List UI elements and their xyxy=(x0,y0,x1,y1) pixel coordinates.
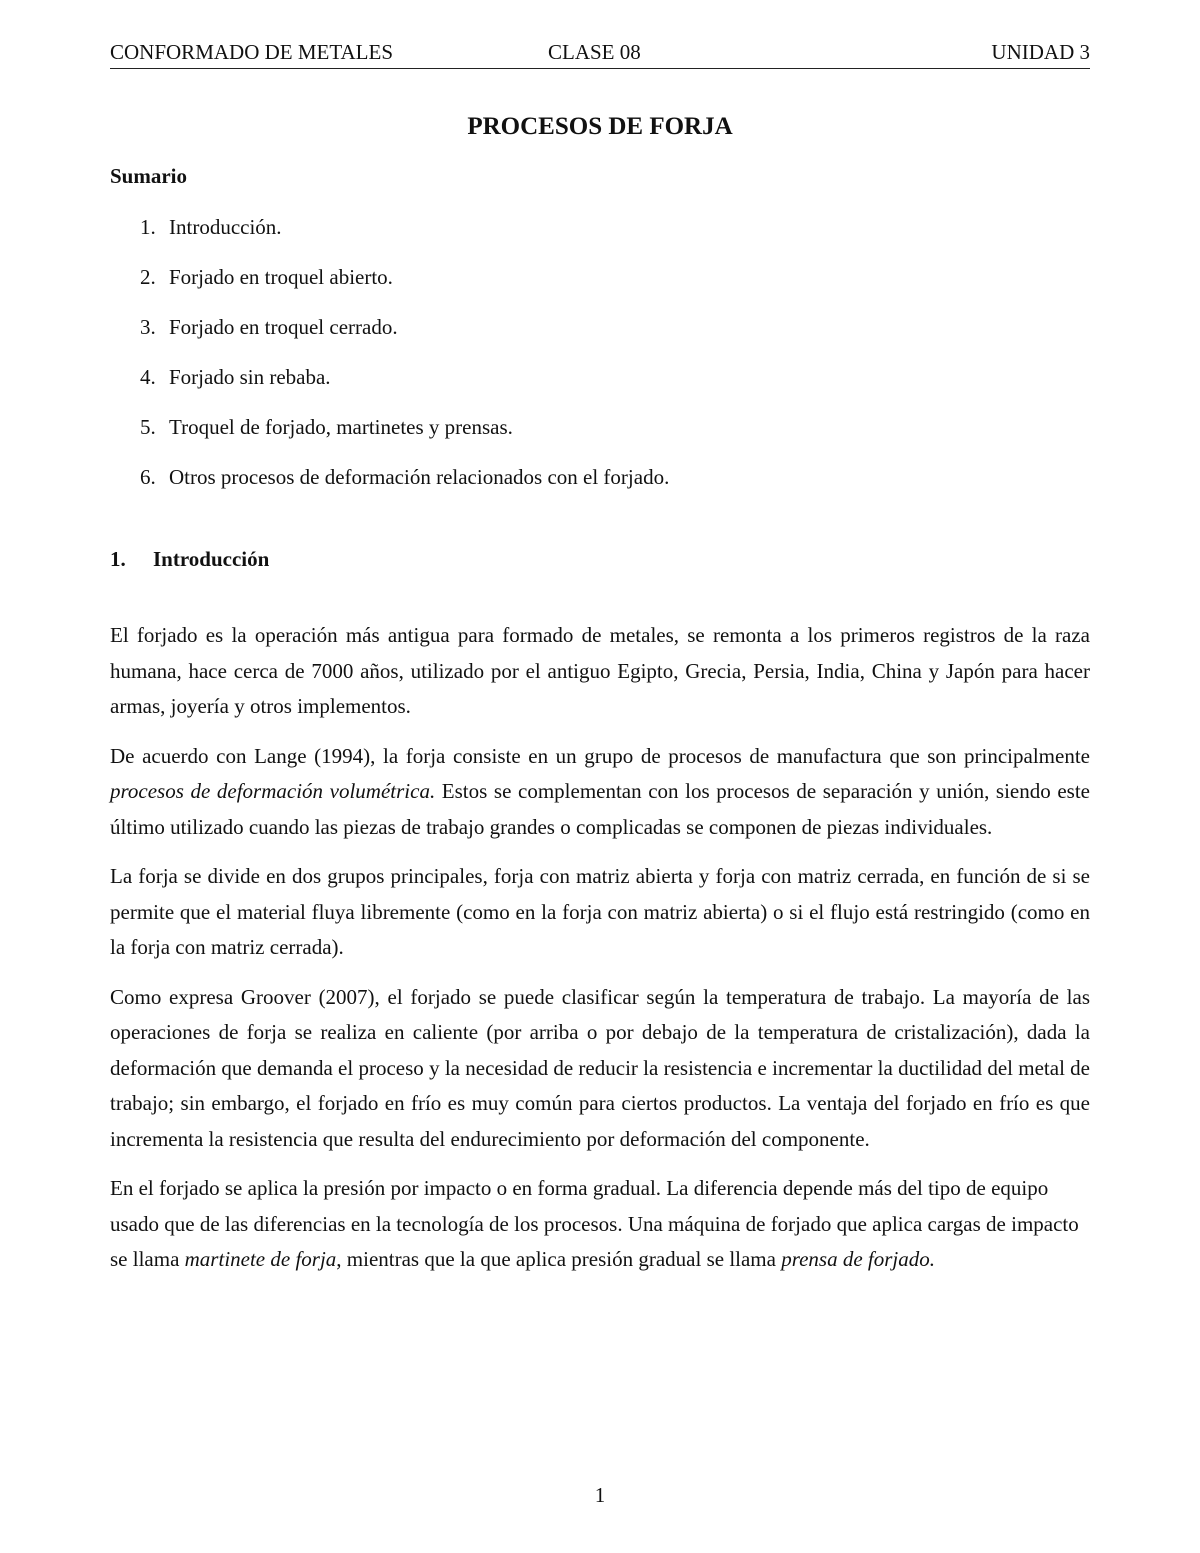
paragraph: El forjado es la operación más antigua para formado de metales, se remonta a los primeros registros de la raza humana, hace cerca de 7000 años, utilizado por el antiguo Egipto, Grecia, Persia, India, China y Japón para hacer armas, joyería y otros implementos. xyxy=(110,623,1090,718)
paragraph: Como expresa Groover (2007), el forjado se puede clasificar según la temperatura de trabajo. La mayoría de las operaciones de forja se realiza en caliente (por arriba o por debajo de la temperatura de cristalización), dada la deformación que demanda el proceso y la necesidad de reducir la resistencia e incrementar la ductilidad del metal de trabajo; sin embargo, el forjado en frío es muy común para ciertos productos. La ventaja del forjado en frío es que incrementa la resistencia que resulta del endurecimiento por deformación del componente. xyxy=(110,984,1090,1151)
summary-item-number: 5. xyxy=(140,415,156,439)
summary-item xyxy=(140,312,669,362)
section-body xyxy=(110,618,1090,1292)
page-header xyxy=(110,38,1090,69)
summary-item xyxy=(140,262,669,312)
summary-item xyxy=(140,362,669,412)
page-number: 1 xyxy=(594,1483,606,1507)
paragraph-text: Estos se complementan con los procesos de separación y unión, siendo este último utilizado cuando las piezas de trabajo grandes o complicadas se componen de piezas individuales. xyxy=(110,779,1090,839)
paragraph-text: De acuerdo con Lange (1994), la forja consiste en un grupo de procesos de manufactura que son principalmente xyxy=(110,743,1090,768)
paragraph-text: En el forjado se aplica la presión por impacto o en forma gradual. La diferencia depende más del tipo de equipo usado que de las diferencias en la tecnología de los procesos. Una máquina de forjado que aplica cargas de impacto se llama xyxy=(110,1176,1079,1271)
summary-item-number: 6. xyxy=(140,465,156,489)
summary-item-text: Forjado sin rebaba. xyxy=(169,365,331,389)
summary-item-text: Forjado en troquel cerrado. xyxy=(169,315,398,339)
summary-item xyxy=(140,412,669,462)
header-unit: UNIDAD 3 xyxy=(991,40,1090,64)
section-heading xyxy=(110,544,269,574)
emphasis-text: procesos de deformación volumétrica. xyxy=(110,779,436,803)
summary-item-text: Introducción. xyxy=(169,215,282,239)
summary-heading: Sumario xyxy=(110,164,188,188)
emphasis-text: prensa de forjado. xyxy=(781,1247,936,1271)
summary-item-number: 4. xyxy=(140,365,156,389)
summary-item-text: Forjado en troquel abierto. xyxy=(169,265,393,289)
summary-item-number: 1. xyxy=(140,215,156,239)
summary-item-number: 2. xyxy=(140,265,156,289)
section-number: 1. xyxy=(110,547,126,571)
summary-item-text: Troquel de forjado, martinetes y prensas. xyxy=(169,415,513,439)
summary-item-number: 3. xyxy=(140,315,156,339)
paragraph-text: , mientras que la que aplica presión gradual se llama xyxy=(336,1247,782,1271)
header-course: CONFORMADO DE METALES xyxy=(110,40,393,64)
summary-item xyxy=(140,462,669,512)
summary-item-text: Otros procesos de deformación relacionados con el forjado. xyxy=(169,465,670,489)
paragraph xyxy=(110,1171,1090,1278)
summary-item xyxy=(140,212,669,262)
emphasis-text: martinete de forja xyxy=(184,1247,337,1271)
header-class: CLASE 08 xyxy=(548,40,641,64)
paragraph xyxy=(110,739,1090,846)
section-title: Introducción xyxy=(153,547,270,571)
summary-list xyxy=(140,212,669,512)
document-title: PROCESOS DE FORJA xyxy=(467,113,733,140)
paragraph: La forja se divide en dos grupos principales, forja con matriz abierta y forja con matriz cerrada, en función de si se permite que el material fluya libremente (como en la forja con matriz abierta) o si el flujo está restringido (como en la forja con matriz cerrada). xyxy=(110,864,1090,959)
